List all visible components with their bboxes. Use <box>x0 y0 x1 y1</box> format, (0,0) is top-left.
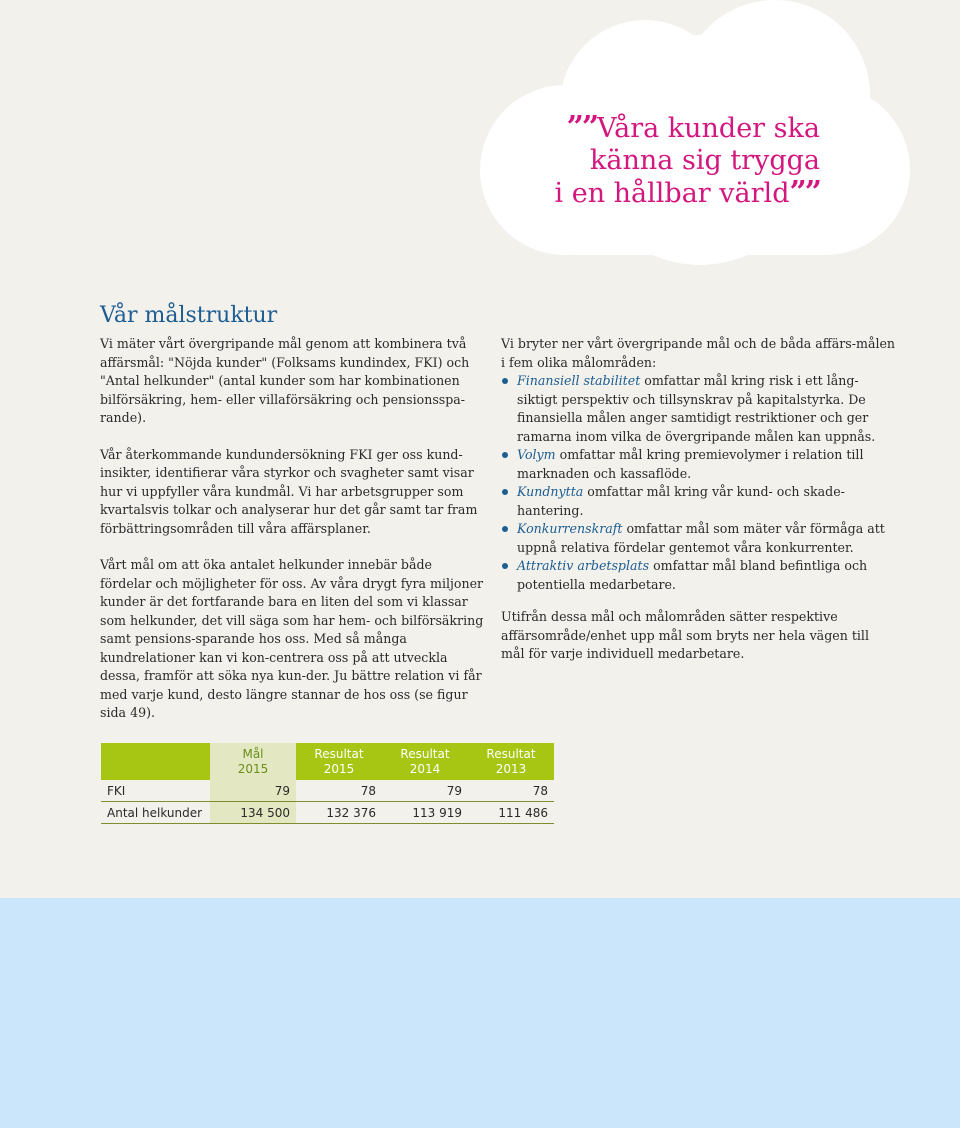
table-header-cell: Mål 2015 <box>210 743 296 780</box>
table-cell: 79 <box>382 780 468 802</box>
table-cell: 78 <box>468 780 554 802</box>
bullet-icon <box>502 526 508 532</box>
quote-line-3: i en hållbar värld <box>554 178 790 209</box>
quote-line-2: känna sig trygga <box>590 145 820 176</box>
list-item-term: Volym <box>517 447 556 462</box>
paragraph: Vi mäter vårt övergripande mål genom att kombinera två affärsmål: "Nöjda kunder" (Folksams kundindex, FKI) och "Antal helkunder" (antal kunder som har kombinationen bilförsäkring, hem- eller villaförsäkring och pensionsspa-rande). <box>100 336 470 425</box>
list-item <box>501 483 896 520</box>
goals-table <box>101 743 554 824</box>
close-quote-mark: ”” <box>789 175 820 210</box>
table-cell: 134 500 <box>210 802 296 824</box>
table-cell: 78 <box>296 780 382 802</box>
list-item <box>501 557 896 594</box>
list-item-text: omfattar mål kring risk i ett lång-siktigt perspektiv och tillsynskrav på kapitalstyrka. De finansiella målen anger samtidigt restriktioner och ger ramarna inom vilka de övergripande målen kan uppnås. <box>517 373 876 444</box>
table-header-row <box>101 743 554 780</box>
table-cell: 132 376 <box>296 802 382 824</box>
quote-line-1: Våra kunder ska <box>597 113 820 144</box>
pull-quote <box>520 112 820 210</box>
list-item <box>501 372 896 446</box>
table-row <box>101 780 554 802</box>
intro-paragraph: Vi bryter ner vårt övergripande mål och de båda affärs-målen i fem olika målområden: <box>501 336 896 370</box>
right-column <box>501 335 896 664</box>
list-item-text: omfattar mål kring premievolymer i relation till marknaden och kassaflöde. <box>517 447 864 481</box>
list-item-term: Konkurrenskraft <box>517 521 623 536</box>
table-cell: 79 <box>210 780 296 802</box>
section-title: Vår målstruktur <box>100 303 278 328</box>
paragraph: Vår återkommande kundundersökning FKI ger oss kund-insikter, identifierar våra styrkor och svagheter samt visar hur vi uppfyller våra kundmål. Vi har arbetsgrupper som kvartalsvis tolkar och analyserar hur det går samt tar fram förbättringsområden till våra affärsplaner. <box>100 446 478 536</box>
row-label: FKI <box>101 780 210 802</box>
list-item-term: Finansiell stabilitet <box>517 373 641 388</box>
goal-area-list <box>501 372 896 594</box>
table-header-cell: Resultat 2013 <box>468 743 554 780</box>
table-header-empty <box>101 743 210 780</box>
table-header-cell: Resultat 2015 <box>296 743 382 780</box>
open-quote-mark: ”” <box>566 110 598 145</box>
list-item-text: omfattar mål kring vår kund- och skade-hantering. <box>517 484 845 518</box>
list-item-term: Attraktiv arbetsplats <box>517 558 650 573</box>
list-item-text: omfattar mål bland befintliga och potentiella medarbetare. <box>517 558 868 592</box>
list-item-term: Kundnytta <box>517 484 584 499</box>
table-cell: 113 919 <box>382 802 468 824</box>
list-item <box>501 446 896 483</box>
table-header-cell: Resultat 2014 <box>382 743 468 780</box>
list-item <box>501 520 896 557</box>
left-column <box>100 335 485 741</box>
row-label: Antal helkunder <box>101 802 210 824</box>
outro-paragraph: Utifrån dessa mål och målområden sätter respektive affärsområde/enhet upp mål som bryts ner hela vägen till mål för varje individuell medarbetare. <box>501 609 869 661</box>
list-item-text: omfattar mål som mäter vår förmåga att uppnå relativa fördelar gentemot våra konkurrenter. <box>517 521 885 555</box>
bottom-color-band <box>0 898 960 1128</box>
paragraph: Vårt mål om att öka antalet helkunder innebär både fördelar och möjligheter för oss. Av våra drygt fyra miljoner kunder är det fortfarande bara en liten del som vi klassar som helkunder, det vill säga som har hem- och bilförsäkring samt pensions-sparande hos oss. Med så många kundrelationer kan vi kon-centrera oss på att utveckla dessa, framför att söka nya kun-der. Ju bättre relation vi får med varje kund, desto längre stannar de hos oss (se figur sida 49). <box>100 557 484 720</box>
bullet-icon <box>502 378 508 384</box>
table-row <box>101 802 554 824</box>
table-cell: 111 486 <box>468 802 554 824</box>
bullet-icon <box>502 489 508 495</box>
bullet-icon <box>502 563 508 569</box>
bullet-icon <box>502 452 508 458</box>
